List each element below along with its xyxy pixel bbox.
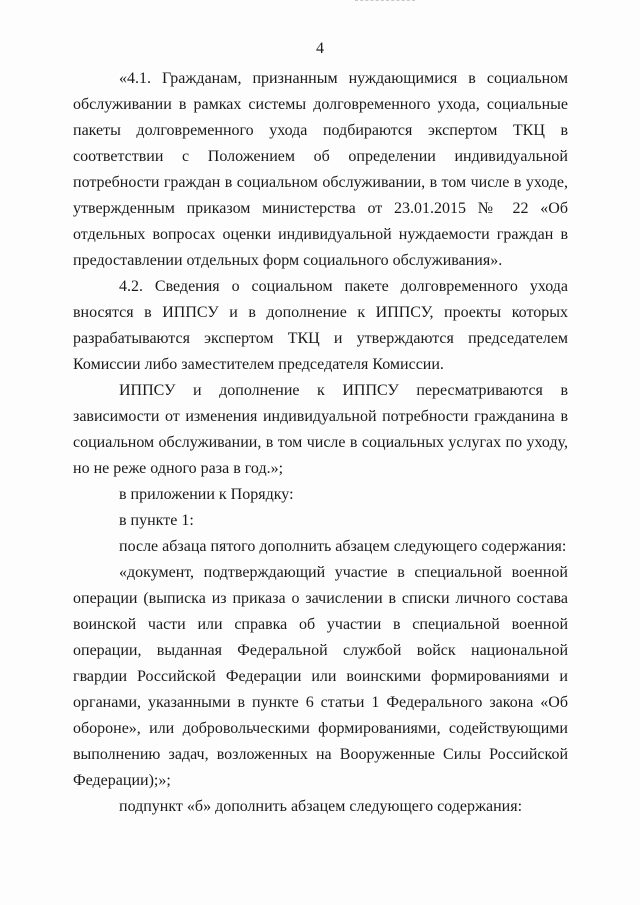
paragraph-subpoint-b: подпункт «б» дополнить абзацем следующего содержания: (119, 798, 523, 815)
paragraph-point-1: в пункте 1: (119, 512, 194, 529)
document-body (73, 66, 568, 820)
paragraph-4-2: 4.2. Сведения о социальном пакете долговременного ухода вносятся в ИППСУ и в дополнение к ИППСУ, проекты которых разрабатываются экспертом ТКЦ и утверждаются председателем Комиссии либо заместителем председателя Комиссии. (73, 278, 568, 373)
scan-artifact (355, 0, 415, 3)
paragraph-appendix: в приложении к Порядку: (119, 486, 294, 503)
paragraph-svo-document: «документ, подтверждающий участие в специальной военной операции (выписка из приказа о зачислении в списки личного состава воинской части или справка об участии в специальной военной операции, выданная Федеральной службой войск национальной гвардии Российской Федерации или воинскими формированиями и органами, указанными в пункте 6 статьи 1 Федерального закона «Об обороне», или добровольческими формированиями, содействующими выполнению задач, возложенных на Вооруженные Силы Российской Федерации);»; (73, 564, 568, 789)
paragraph-ippsu-review: ИППСУ и дополнение к ИППСУ пересматриваются в зависимости от изменения индивидуальной потребности гражданина в социальном обслуживании, в том числе в социальных услугах по уходу, но не реже одного раза в год.»; (73, 382, 568, 477)
paragraph-after-fifth: после абзаца пятого дополнить абзацем следующего содержания: (119, 538, 567, 555)
paragraph-4-1: «4.1. Гражданам, признанным нуждающимися в социальном обслуживании в рамках системы долговременного ухода, социальные пакеты долговременного ухода подбираются экспертом ТКЦ в соответствии с Положением об определении индивидуальной потребности граждан в социальном обслуживании, в том числе в уходе, утвержденным приказом министерства от 23.01.2015 № 22 «Об отдельных вопросах оценки индивидуальной нуждаемости граждан в предоставлении отдельных форм социального обслуживания». (73, 70, 568, 269)
page-number: 4 (316, 40, 324, 57)
